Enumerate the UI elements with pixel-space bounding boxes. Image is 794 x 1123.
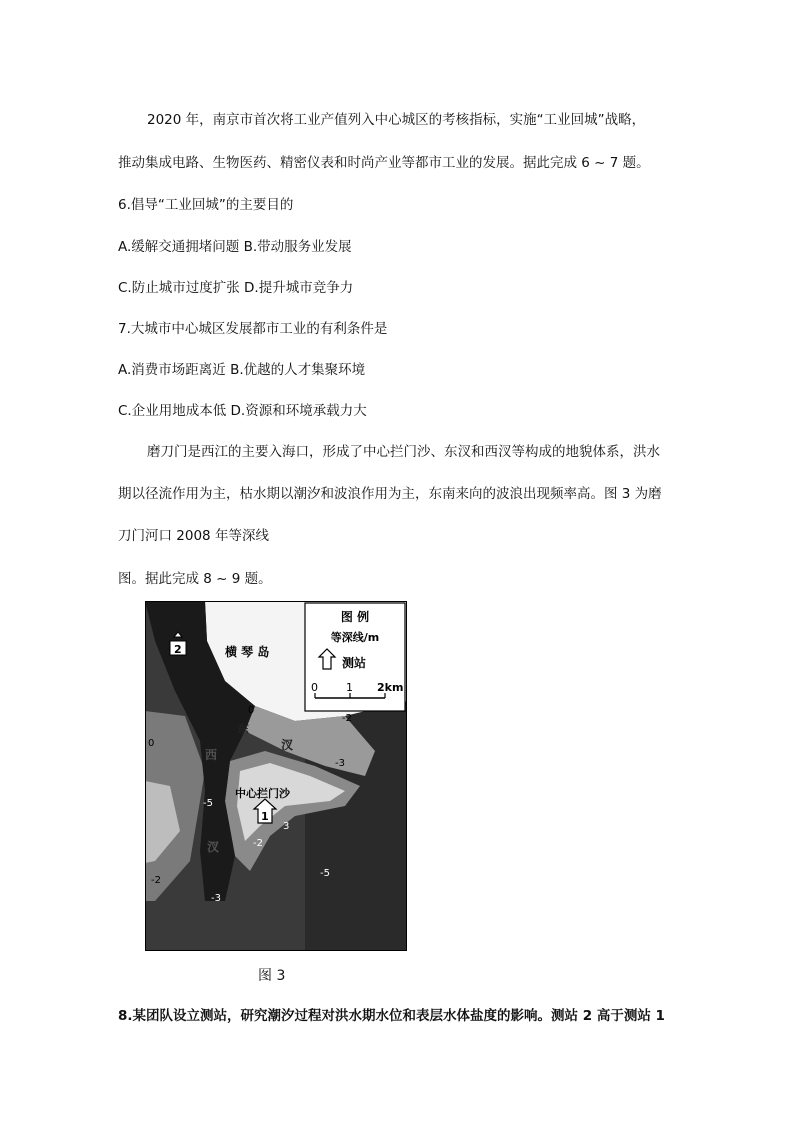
question-7: 7.大城市中心城区发展都市工业的有利条件是 [118, 321, 388, 337]
legend-title: 图 例 [340, 610, 370, 624]
west-channel-label-2: 汊 [207, 840, 220, 854]
station-2-label: 2 [174, 643, 182, 656]
contour-label-left-0: 0 [148, 738, 155, 749]
paragraph-2-line-3: 刀门河口 2008 年等深线 [118, 528, 269, 544]
contour-label-right-5: -5 [320, 868, 330, 879]
question-8: 8.某团队设立测站，研究潮汐过程对洪水期水位和表层水体盐度的影响。测站 2 高于测站 1 [118, 1008, 665, 1024]
paragraph-2-line-1: 磨刀门是西江的主要入海口，形成了中心拦门沙、东汊和西汊等构成的地貌体系，洪水 [147, 444, 660, 460]
isobath-map [145, 601, 407, 951]
contour-label-right-2: -2 [342, 713, 352, 724]
scale-label-1: 1 [346, 681, 353, 694]
figure-caption: 图 3 [258, 968, 286, 984]
question-6: 6.倡导“工业回城”的主要目的 [118, 197, 294, 213]
contour-label-bottom-left-2: -2 [151, 875, 161, 886]
contour-label-east-3: -3 [335, 758, 345, 769]
legend-station-label: 测站 [342, 656, 367, 670]
legend-contour-label: 等深线/m [330, 631, 380, 644]
question-7-options-cd: C.企业用地成本低 D.资源和环境承载力大 [118, 403, 367, 419]
paragraph-2-line-2: 期以径流作用为主，枯水期以潮汐和波浪作用为主，东南来向的波浪出现频率高。图 3 为磨 [118, 486, 662, 502]
question-6-options-cd: C.防止城市过度扩张 D.提升城市竞争力 [118, 280, 354, 296]
central-sandbar-label: 中心拦门沙 [235, 787, 290, 800]
contour-label-top-0: 0 [248, 705, 255, 716]
question-7-options-ab: A.消费市场距离近 B.优越的人才集聚环境 [118, 362, 366, 378]
question-6-options-ab: A.缓解交通拥堵问题 B.带动服务业发展 [118, 239, 352, 255]
station-1-label: 1 [261, 810, 269, 823]
scale-label-2: 2km [377, 681, 404, 694]
west-channel-label-1: 西 [205, 748, 218, 762]
east-channel-label-1: 东 [237, 722, 250, 736]
isobath-map-figure [145, 601, 407, 951]
east-channel-label-2: 汊 [281, 738, 294, 752]
scale-label-0: 0 [311, 681, 318, 694]
contour-label-mid-3: 3 [283, 821, 290, 832]
contour-label-west-5: -5 [203, 798, 213, 809]
paragraph-1-line-1: 2020 年，南京市首次将工业产值列入中心城区的考核指标，实施“工业回城”战略， [147, 112, 646, 128]
contour-label-mid-2: -2 [253, 838, 263, 849]
hengqin-island-label: 横 琴 岛 [225, 645, 270, 659]
contour-label-bottom-3: -3 [211, 893, 221, 904]
paragraph-1-line-2: 推动集成电路、生物医药、精密仪表和时尚产业等都市工业的发展。据此完成 6 ~ 7 题。 [118, 155, 650, 171]
paragraph-2-line-4: 图。据此完成 8 ~ 9 题。 [118, 571, 272, 587]
